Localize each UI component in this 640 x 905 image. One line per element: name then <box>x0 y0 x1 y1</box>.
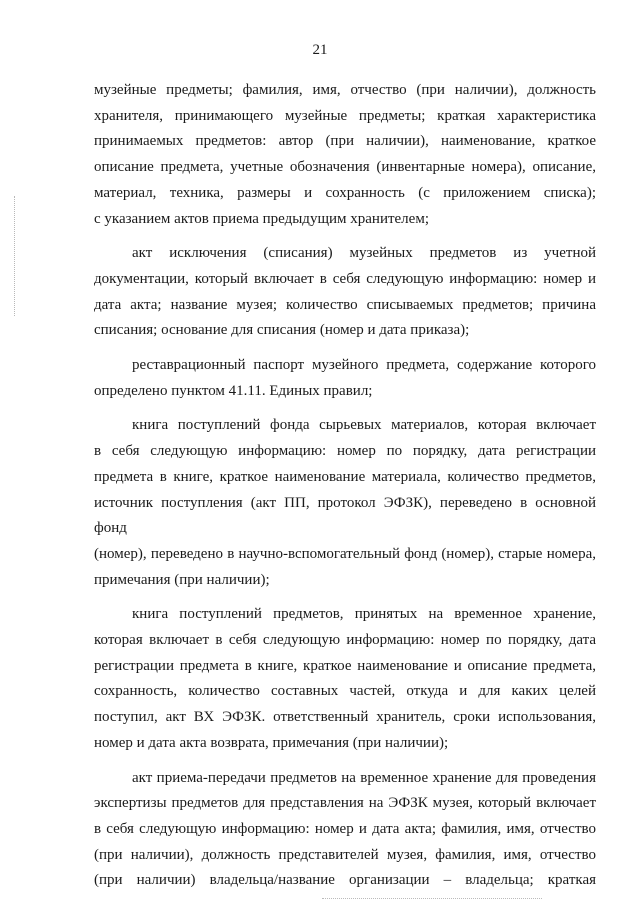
line: экспертизы предметов для представления на ЭФЗК музея, который включает <box>94 795 596 812</box>
bottom-scan-rule <box>322 898 542 899</box>
line: которая включает в себя следующую информацию: номер по порядку, дата <box>94 632 596 649</box>
line: акт исключения (списания) музейных предметов из учетной <box>132 245 596 262</box>
line: принимаемых предметов: автор (при наличии), наименование, краткое <box>94 133 596 150</box>
line: в себя следующую информацию: номер по порядку, дата регистрации <box>94 443 596 460</box>
line: акт приема-передачи предметов на временное хранение для проведения <box>132 769 596 786</box>
line: определено пунктом 41.11. Единых правил; <box>94 382 373 399</box>
line: (номер), переведено в научно-вспомогательный фонд (номер), старые номера, <box>94 545 596 562</box>
line: книга поступлений фонда сырьевых материалов, которая включает <box>132 417 596 434</box>
line: регистрации предмета в книге, краткое наименование и описание предмета, <box>94 657 596 674</box>
line: поступил, акт ВХ ЭФЗК. ответственный хранитель, сроки использования, <box>94 709 596 726</box>
line: реставрационный паспорт музейного предмета, содержание которого <box>132 357 596 374</box>
line: предмета в книге, краткое наименование материала, количество предметов, <box>94 468 596 485</box>
line: с указанием актов приема предыдущим хранителем; <box>94 210 429 227</box>
document-body <box>94 78 596 894</box>
line: списания; основание для списания (номер и дата приказа); <box>94 322 470 339</box>
margin-scan-marks <box>14 196 23 316</box>
line: номер и дата акта возврата, примечания (при наличии); <box>94 734 449 751</box>
line: сохранность, количество составных частей, откуда и для каких целей <box>94 683 596 700</box>
line: (при наличии), должность представителей музея, фамилия, имя, отчество <box>94 846 596 863</box>
page-number: 21 <box>312 42 328 58</box>
line: хранителя, принимающего музейные предметы; краткая характеристика <box>94 107 596 124</box>
line: в себя следующую информацию: номер и дата акта; фамилия, имя, отчество <box>94 820 596 837</box>
line: примечания (при наличии); <box>94 571 270 588</box>
line: дата акта; название музея; количество списываемых предметов; причина <box>94 296 596 313</box>
line: источник поступления (акт ПП, протокол ЭФЗК), переведено в основной фонд <box>94 494 596 537</box>
line: (при наличии) владельца/название организации – владельца; краткая <box>94 872 596 889</box>
line: книга поступлений предметов, принятых на временное хранение, <box>132 606 596 623</box>
line: материал, техника, размеры и сохранность (с приложением списка); <box>94 184 596 201</box>
line: документации, который включает в себя следующую информацию: номер и <box>94 270 596 287</box>
line: музейные предметы; фамилия, имя, отчество (при наличии), должность <box>94 82 596 98</box>
line: описание предмета, учетные обозначения (инвентарные номера), описание, <box>94 159 596 176</box>
